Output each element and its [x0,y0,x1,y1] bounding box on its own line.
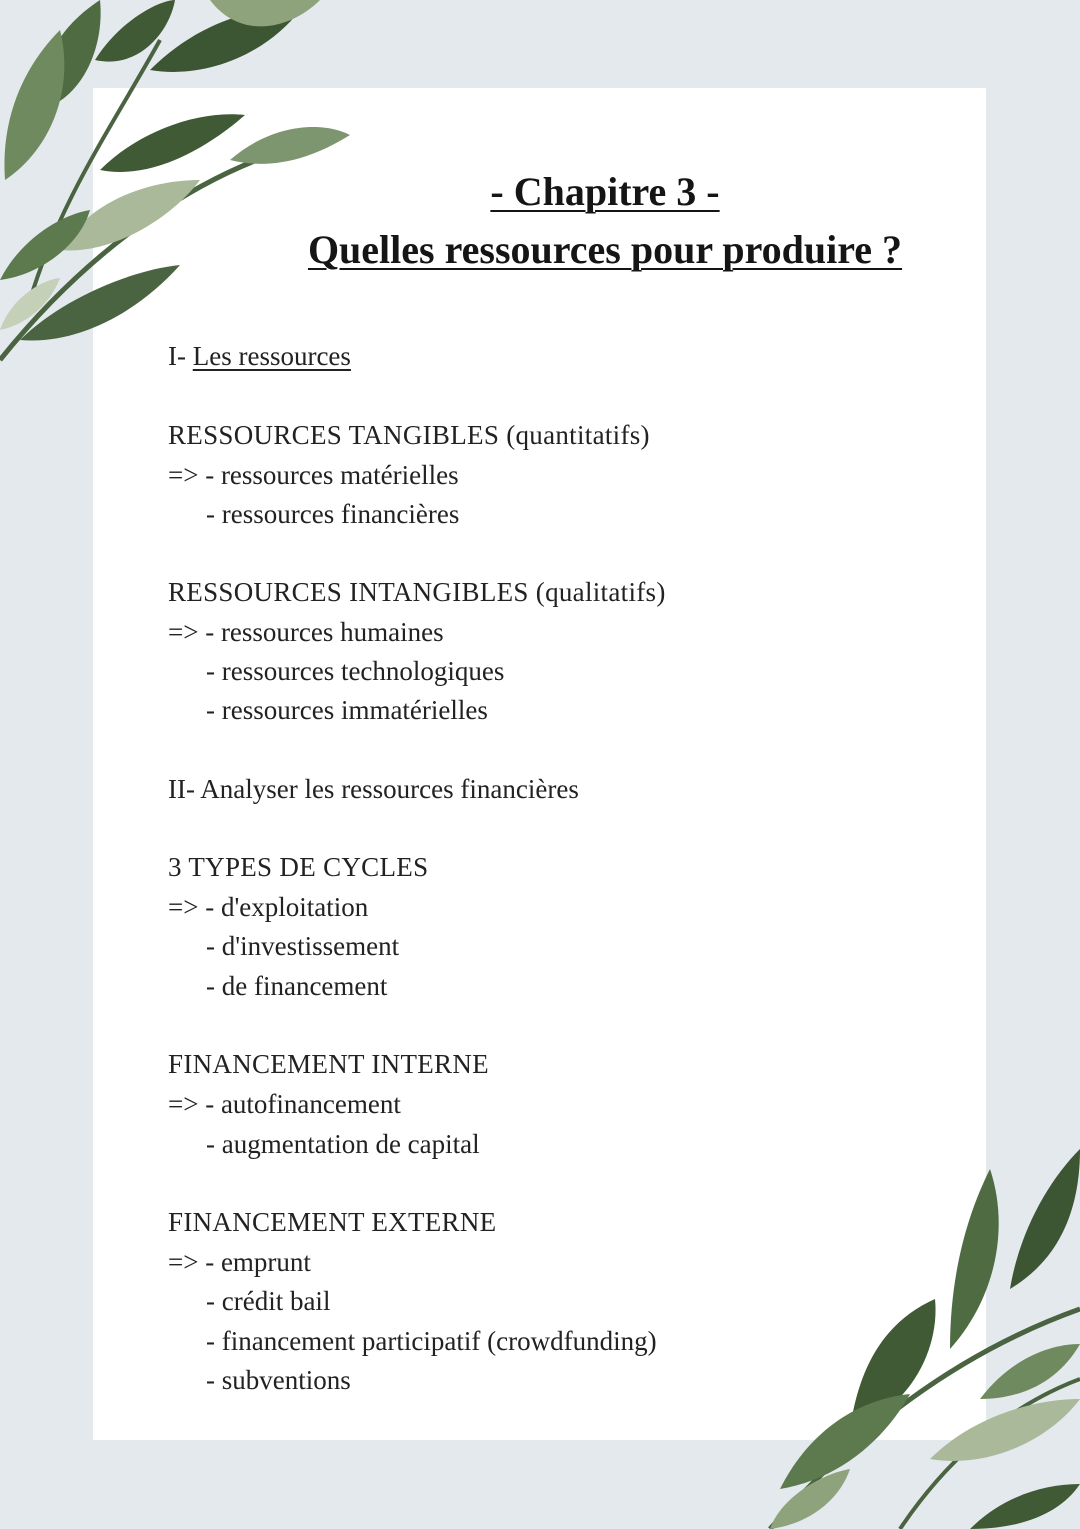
section-1-heading [168,340,351,372]
section-1-number: I- [168,341,193,371]
list-item: => - ressources humaines [168,617,444,647]
chapter-title: - Chapitre 3 - [490,169,720,214]
chapter-subtitle: Quelles ressources pour produire ? [307,227,903,272]
list-item: - ressources technologiques [206,656,505,686]
list-item: - subventions [206,1365,351,1395]
financement-interne-heading: FINANCEMENT INTERNE [168,1049,489,1079]
list-item: => - d'exploitation [168,892,369,922]
financement-externe-heading: FINANCEMENT EXTERNE [168,1207,497,1237]
list-item: - ressources financières [206,499,460,529]
section-1-label: Les ressources [192,341,351,371]
tangibles-heading: RESSOURCES TANGIBLES (quantitatifs) [168,420,650,450]
list-item: - financement participatif (crowdfunding) [206,1326,657,1356]
list-item: => - autofinancement [168,1089,401,1119]
list-item: - d'investissement [206,931,400,961]
list-item: => - ressources matérielles [168,460,459,490]
list-item: - de financement [206,971,388,1001]
cycles-heading: 3 TYPES DE CYCLES [168,852,429,882]
section-2-heading: II- Analyser les ressources financières [168,774,579,804]
list-item: => - emprunt [168,1247,311,1277]
list-item: - ressources immatérielles [206,695,488,725]
list-item: - augmentation de capital [206,1129,480,1159]
intangibles-heading: RESSOURCES INTANGIBLES (qualitatifs) [168,577,666,607]
list-item: - crédit bail [206,1286,331,1316]
